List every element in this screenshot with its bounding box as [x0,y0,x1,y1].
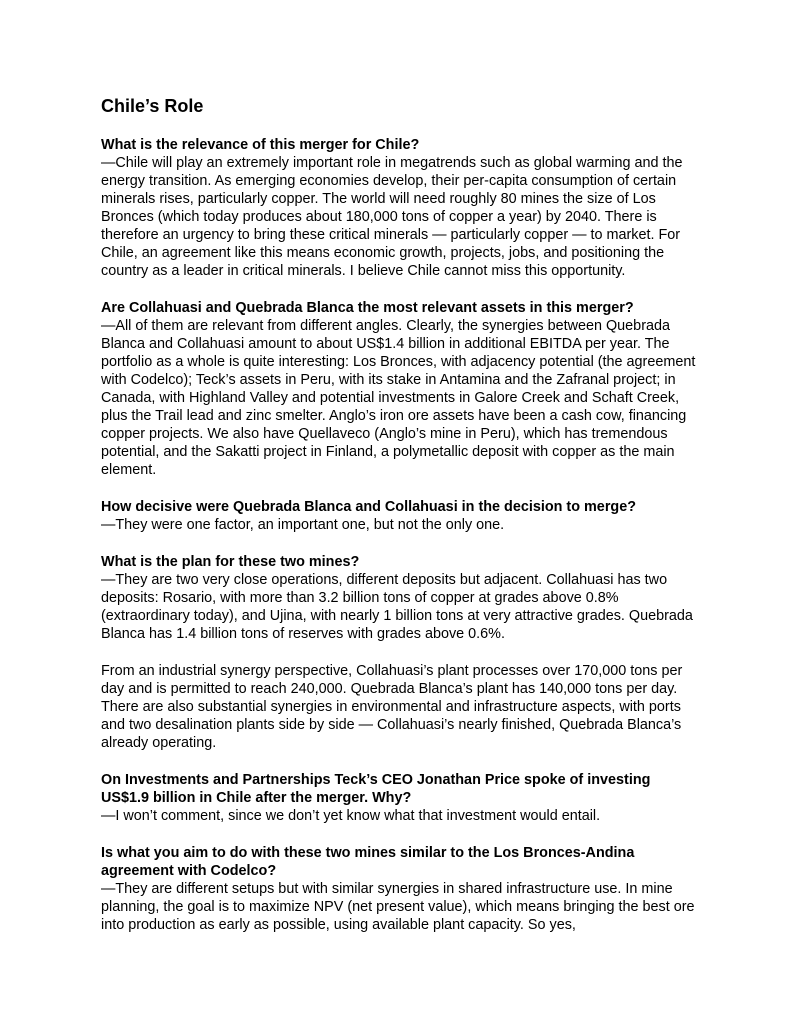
answer-decisive: —They were one factor, an important one, but not the only one. [101,517,505,533]
question-assets: Are Collahuasi and Quebrada Blanca the most relevant assets in this merger? [101,300,634,316]
question-codelco: Is what you aim to do with these two mines similar to the Los Bronces-Andina agreement with Codelco? [101,845,635,879]
document-page [101,95,701,953]
question-investment: On Investments and Partnerships Teck’s CEO Jonathan Price spoke of investing US$1.9 billion in Chile after the merger. Why? [101,772,651,806]
question-relevance: What is the relevance of this merger for Chile? [101,137,420,153]
qa-block-plan [101,553,701,643]
question-plan: What is the plan for these two mines? [101,554,360,570]
qa-block-relevance [101,136,701,280]
page-title: Chile’s Role [101,96,204,116]
question-decisive: How decisive were Quebrada Blanca and Collahuasi in the decision to merge? [101,499,636,515]
qa-block-assets [101,299,701,479]
qa-block-codelco [101,844,701,934]
qa-block-investment [101,771,701,825]
qa-block-decisive [101,498,701,534]
answer-assets: —All of them are relevant from different angles. Clearly, the synergies between Quebrada Blanca and Collahuasi amount to about US$1.4 billion in additional EBITDA per year. The portfolio as a whole is quite interesting: Los Bronces, with adjacency potential (the agreement with Codelco); Teck’s assets in Peru, with its stake in Antamina and the Zafranal project; in Canada, with Highland Valley and potential investments in Galore Creek and Schaft Creek, plus the Trail lead and zinc smelter. Anglo’s iron ore assets have been a cash cow, financing copper projects. We also have Quellaveco (Anglo’s mine in Peru), which has tremendous potential, and the Sakatti project in Finland, a polymetallic deposit with copper as the main element. [101,318,696,478]
paragraph-industrial-synergy: From an industrial synergy perspective, Collahuasi’s plant processes over 170,000 tons per day and is permitted to reach 240,000. Quebrada Blanca’s plant has 140,000 tons per day. There are also substantial synergies in environmental and infrastructure aspects, with ports and two desalination plants side by side — Collahuasi’s nearly finished, Quebrada Blanca’s already operating. [101,663,683,751]
answer-investment: —I won’t comment, since we don’t yet know what that investment would entail. [101,808,601,824]
answer-plan: —They are two very close operations, different deposits but adjacent. Collahuasi has two deposits: Rosario, with more than 3.2 billion tons of copper at grades above 0.8% (extraordinary today), and Ujina, with nearly 1 billion tons at very attractive grades. Quebrada Blanca has 1.4 billion tons of reserves with grades above 0.6%. [101,572,693,642]
answer-relevance: —Chile will play an extremely important role in megatrends such as global warming and the energy transition. As emerging economies develop, their per-capita consumption of certain minerals rises, particularly copper. The world will need roughly 80 mines the size of Los Bronces (which today produces about 180,000 tons of copper a year) by 2040. There is therefore an urgency to bring these critical minerals — particularly copper — to market. For Chile, an agreement like this means economic growth, projects, jobs, and positioning the country as a leader in critical minerals. I believe Chile cannot miss this opportunity. [101,155,683,279]
answer-codelco: —They are different setups but with similar synergies in shared infrastructure use. In mine planning, the goal is to maximize NPV (net present value), which means bringing the best ore into production as early as possible, using available plant capacity. So yes, [101,881,695,933]
